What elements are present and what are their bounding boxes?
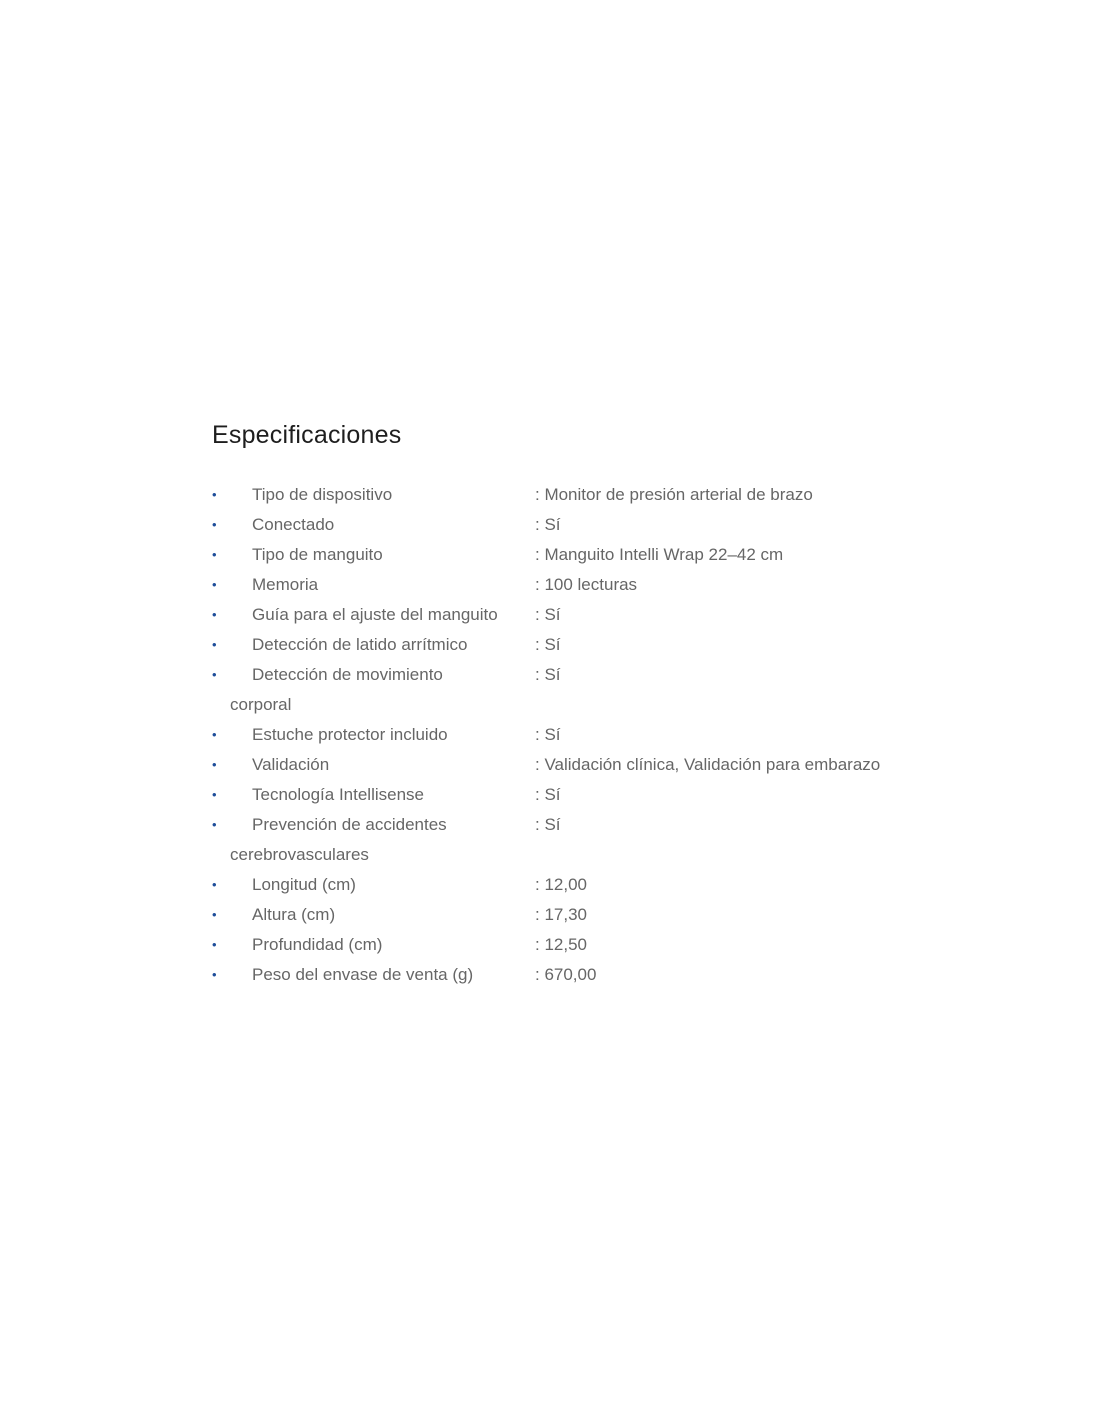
page-title: Especificaciones xyxy=(212,421,402,449)
bullet-icon: • xyxy=(212,967,217,982)
spec-value: : Sí xyxy=(535,785,561,804)
bullet-icon: • xyxy=(212,577,217,592)
spec-row xyxy=(212,870,972,900)
spec-label: Estuche protector incluido xyxy=(252,725,448,744)
spec-label: Detección de latido arrítmico xyxy=(252,635,468,654)
bullet-icon: • xyxy=(212,757,217,772)
spec-value: : Sí xyxy=(535,815,561,834)
bullet-icon: • xyxy=(212,817,217,832)
spec-value: : Validación clínica, Validación para embarazo xyxy=(535,755,881,774)
spec-value: : Sí xyxy=(535,725,561,744)
bullet-icon: • xyxy=(212,487,217,502)
spec-value: : 12,50 xyxy=(535,935,587,954)
spec-row xyxy=(212,780,972,810)
spec-value: : Sí xyxy=(535,665,561,684)
spec-value: : Sí xyxy=(535,635,561,654)
spec-value: : 17,30 xyxy=(535,905,587,924)
bullet-icon: • xyxy=(212,907,217,922)
spec-value: : Manguito Intelli Wrap 22–42 cm xyxy=(535,545,784,564)
spec-row xyxy=(212,540,972,570)
spec-row xyxy=(212,810,972,870)
spec-value: : 100 lecturas xyxy=(535,575,638,594)
spec-row xyxy=(212,750,972,780)
spec-row xyxy=(212,900,972,930)
spec-label: Memoria xyxy=(252,575,319,594)
spec-label: Guía para el ajuste del manguito xyxy=(252,605,498,624)
bullet-icon: • xyxy=(212,937,217,952)
spec-value: : Sí xyxy=(535,515,561,534)
spec-value: : 12,00 xyxy=(535,875,587,894)
bullet-icon: • xyxy=(212,877,217,892)
spec-label: Longitud (cm) xyxy=(252,875,356,894)
spec-label: Conectado xyxy=(252,515,335,534)
spec-row xyxy=(212,660,972,720)
spec-row xyxy=(212,720,972,750)
spec-label: Tipo de manguito xyxy=(252,545,383,564)
spec-list xyxy=(212,480,972,990)
spec-value: : 670,00 xyxy=(535,965,597,984)
bullet-icon: • xyxy=(212,667,217,682)
spec-row xyxy=(212,600,972,630)
spec-label: Detección de movimiento corporal xyxy=(230,665,443,714)
spec-label: Tipo de dispositivo xyxy=(252,485,393,504)
bullet-icon: • xyxy=(212,547,217,562)
spec-row xyxy=(212,480,972,510)
spec-value: : Sí xyxy=(535,605,561,624)
spec-row xyxy=(212,630,972,660)
spec-row xyxy=(212,510,972,540)
bullet-icon: • xyxy=(212,787,217,802)
spec-value: : Monitor de presión arterial de brazo xyxy=(535,485,813,504)
specifications-section xyxy=(212,412,972,984)
spec-label: Prevención de accidentes cerebrovasculares xyxy=(230,815,447,864)
spec-row xyxy=(212,930,972,960)
bullet-icon: • xyxy=(212,607,217,622)
spec-label: Tecnología Intellisense xyxy=(252,785,425,804)
spec-label: Altura (cm) xyxy=(252,905,336,924)
spec-row xyxy=(212,570,972,600)
bullet-icon: • xyxy=(212,517,217,532)
bullet-icon: • xyxy=(212,727,217,742)
spec-row xyxy=(212,960,972,990)
spec-label: Profundidad (cm) xyxy=(252,935,383,954)
spec-label: Validación xyxy=(252,755,330,774)
bullet-icon: • xyxy=(212,637,217,652)
spec-label: Peso del envase de venta (g) xyxy=(252,965,474,984)
